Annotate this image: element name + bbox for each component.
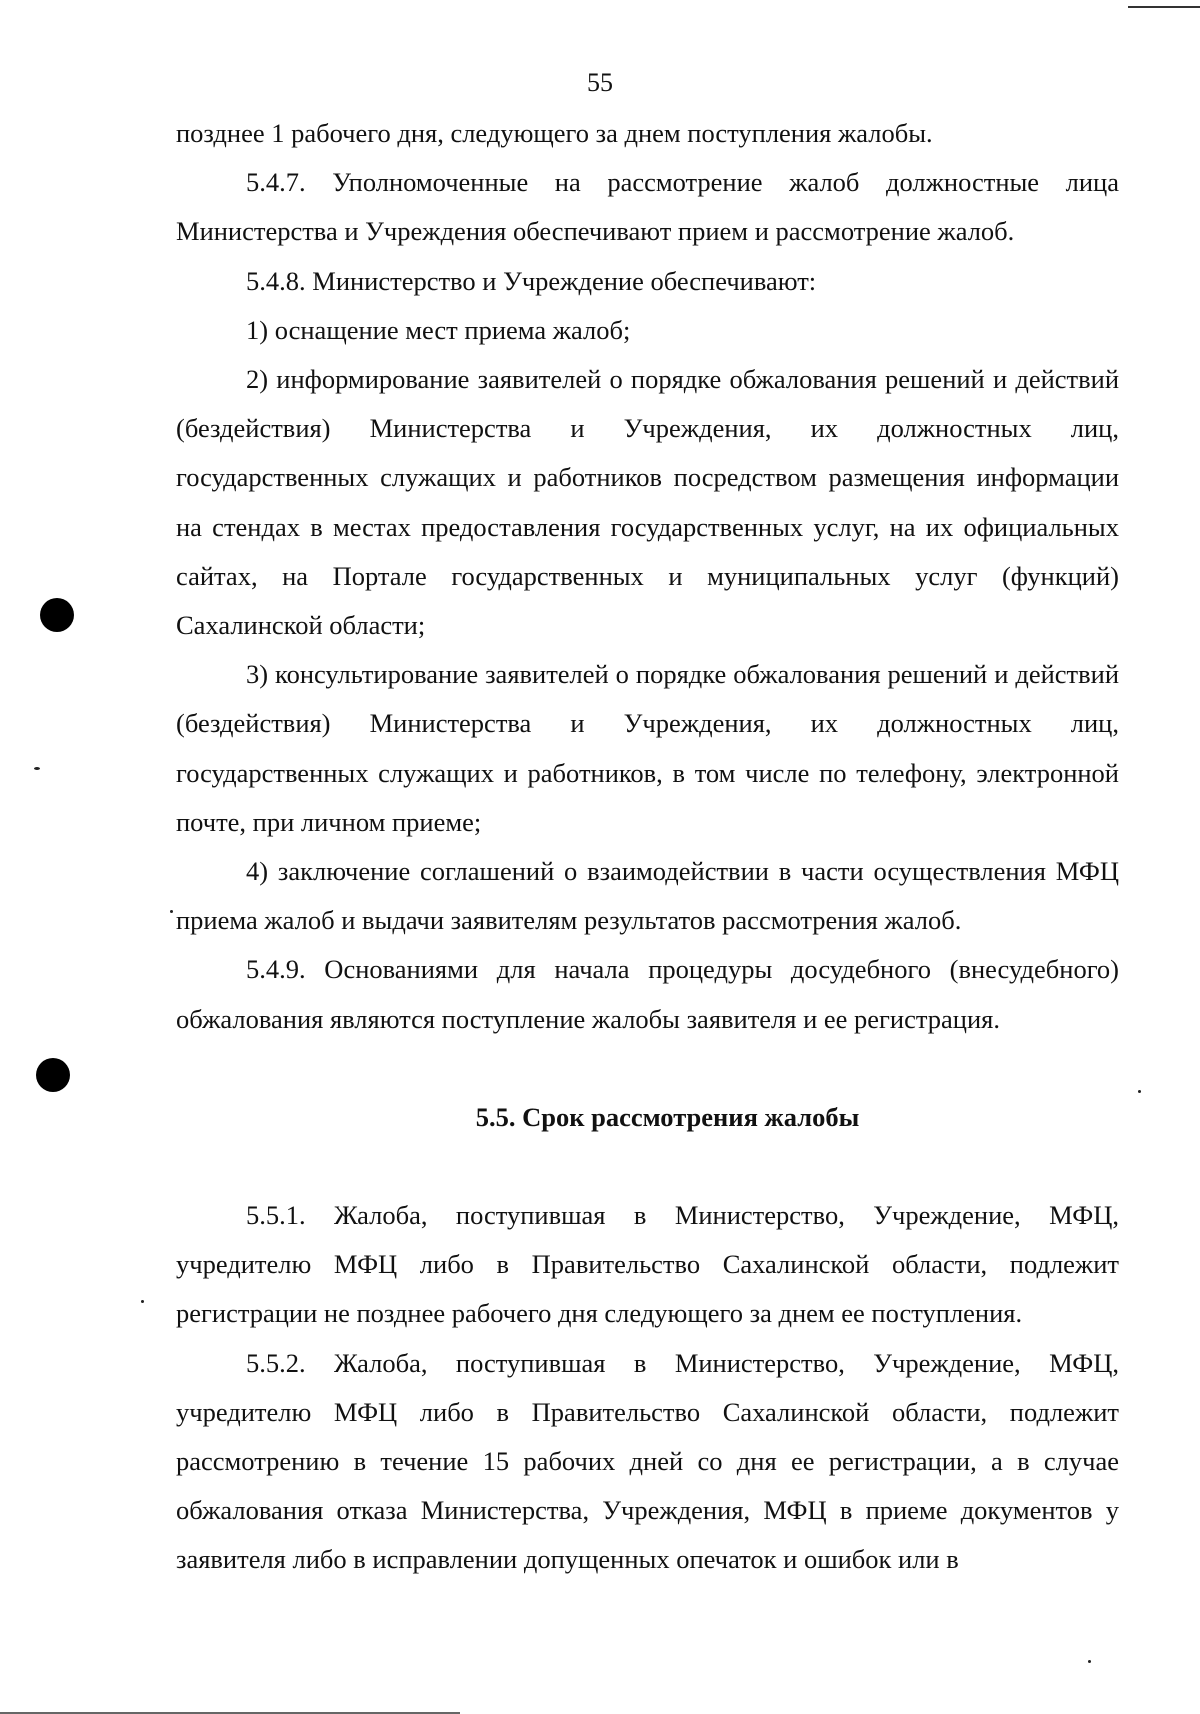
section-heading: 5.5. Срок рассмотрения жалобы (475, 1101, 860, 1132)
page-number: 55 (587, 68, 613, 97)
paragraph-continuation: позднее 1 рабочего дня, следующего за днем поступления жалобы. (176, 118, 933, 148)
list-item-2: 2) информирование заявителей о порядке обжалования решений и действий (бездействия) Министерства и Учреждения, их должностных лиц, государственных служащих и работников посредством размещения информации на стендах в местах предоставления государственных услуг, на их официальных сайтах, на Портале государственных и муниципальных услуг (функций) Сахалинской области; (176, 364, 1119, 641)
list-item-3: 3) консультирование заявителей о порядке обжалования решений и действий (бездействия) Министерства и Учреждения, их должностных лиц, государственных служащих и работников, в том числе по телефону, электронной почте, при личном приеме; (176, 659, 1119, 837)
paragraph-5-4-7: 5.4.7. Уполномоченные на рассмотрение жалоб должностные лица Министерства и Учреждения обеспечивают прием и рассмотрение жалоб. (176, 167, 1119, 247)
paragraph-5-5-1: 5.5.1. Жалоба, поступившая в Министерство, Учреждение, МФЦ, учредителю МФЦ либо в Правительство Сахалинской области, подлежит регистрации не позднее рабочего дня следующего за днем ее поступления. (176, 1200, 1119, 1329)
list-item-1: 1) оснащение мест приема жалоб; (246, 314, 631, 345)
scan-speck (1138, 1090, 1141, 1093)
punch-hole-mark (36, 1058, 70, 1092)
document-body (176, 109, 1119, 1585)
scan-edge-mark (1128, 6, 1200, 8)
scan-speck (34, 767, 40, 770)
paragraph-5-4-9: 5.4.9. Основаниями для начала процедуры досудебного (внесудебного) обжалования являются поступление жалобы заявителя и ее регистрация. (176, 954, 1119, 1034)
scan-speck (1088, 1660, 1091, 1663)
punch-hole-mark (40, 598, 74, 632)
scan-speck (141, 1300, 144, 1303)
paragraph-5-4-8: 5.4.8. Министерство и Учреждение обеспечивают: (246, 265, 817, 296)
paragraph-5-5-2: 5.5.2. Жалоба, поступившая в Министерство, Учреждение, МФЦ, учредителю МФЦ либо в Правительство Сахалинской области, подлежит рассмотрению в течение 15 рабочих дней со дня ее регистрации, а в случае обжалования отказа Министерства, Учреждения, МФЦ в приеме документов у заявителя либо в исправлении допущенных опечаток и ошибок или в (176, 1347, 1119, 1575)
list-item-4: 4) заключение соглашений о взаимодействии в части осуществления МФЦ приема жалоб и выдачи заявителям результатов рассмотрения жалоб. (176, 856, 1119, 936)
scan-speck (170, 910, 173, 913)
